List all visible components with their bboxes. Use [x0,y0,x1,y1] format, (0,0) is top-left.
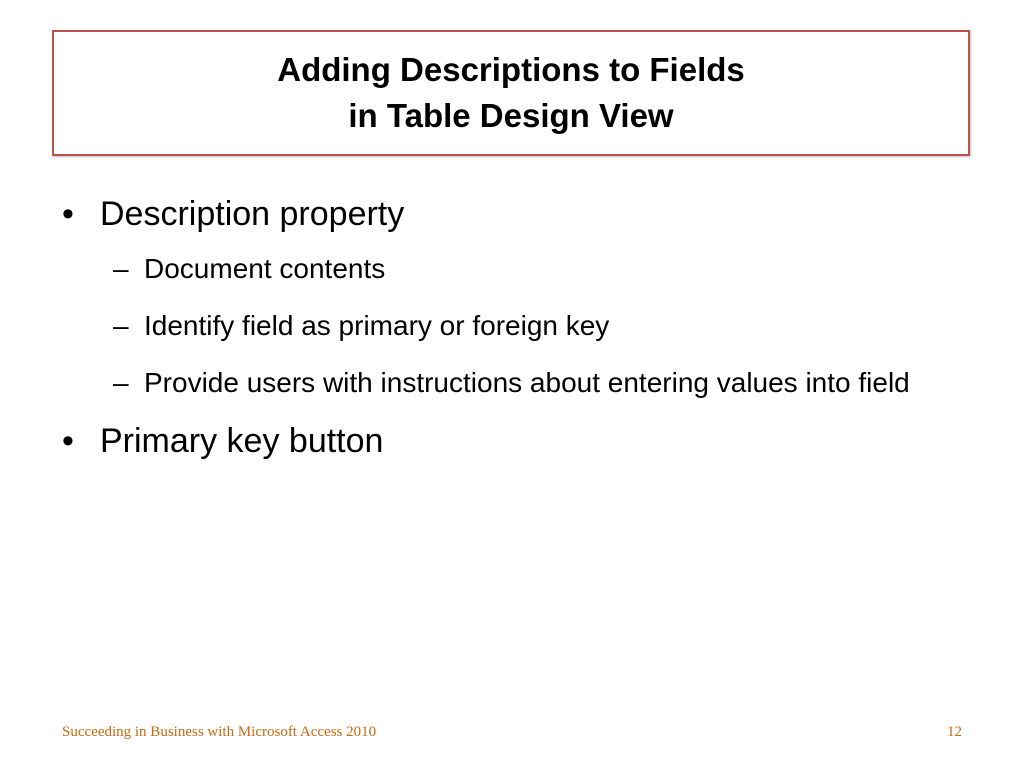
sub-bullet-item [62,246,962,291]
dash-glyph: – [113,253,129,284]
sub-bullet-text: Document contents [144,253,386,284]
bullet-glyph: • [62,422,74,460]
dash-glyph: – [113,367,129,398]
sub-bullet-text: Provide users with instructions about entering values into field [144,367,910,398]
bullet-text: Description property [100,195,405,233]
footer-text: Succeeding in Business with Microsoft Access 2010 [62,724,377,740]
bullet-glyph: • [62,195,74,233]
bullet-text: Primary key button [100,422,384,460]
slide-title-line-2: in Table Design View [348,97,674,134]
bullet-item [62,190,962,238]
bullet-item [62,417,962,465]
slide-title-line-1: Adding Descriptions to Fields [277,51,745,88]
title-box [52,30,970,156]
page-number: 12 [947,724,962,740]
dash-glyph: – [113,310,129,341]
sub-bullet-item [62,303,962,348]
sub-bullet-text: Identify field as primary or foreign key [144,310,610,341]
sub-bullet-item [62,360,962,405]
sub-bullet-list [62,246,962,405]
slide-content [62,190,962,473]
